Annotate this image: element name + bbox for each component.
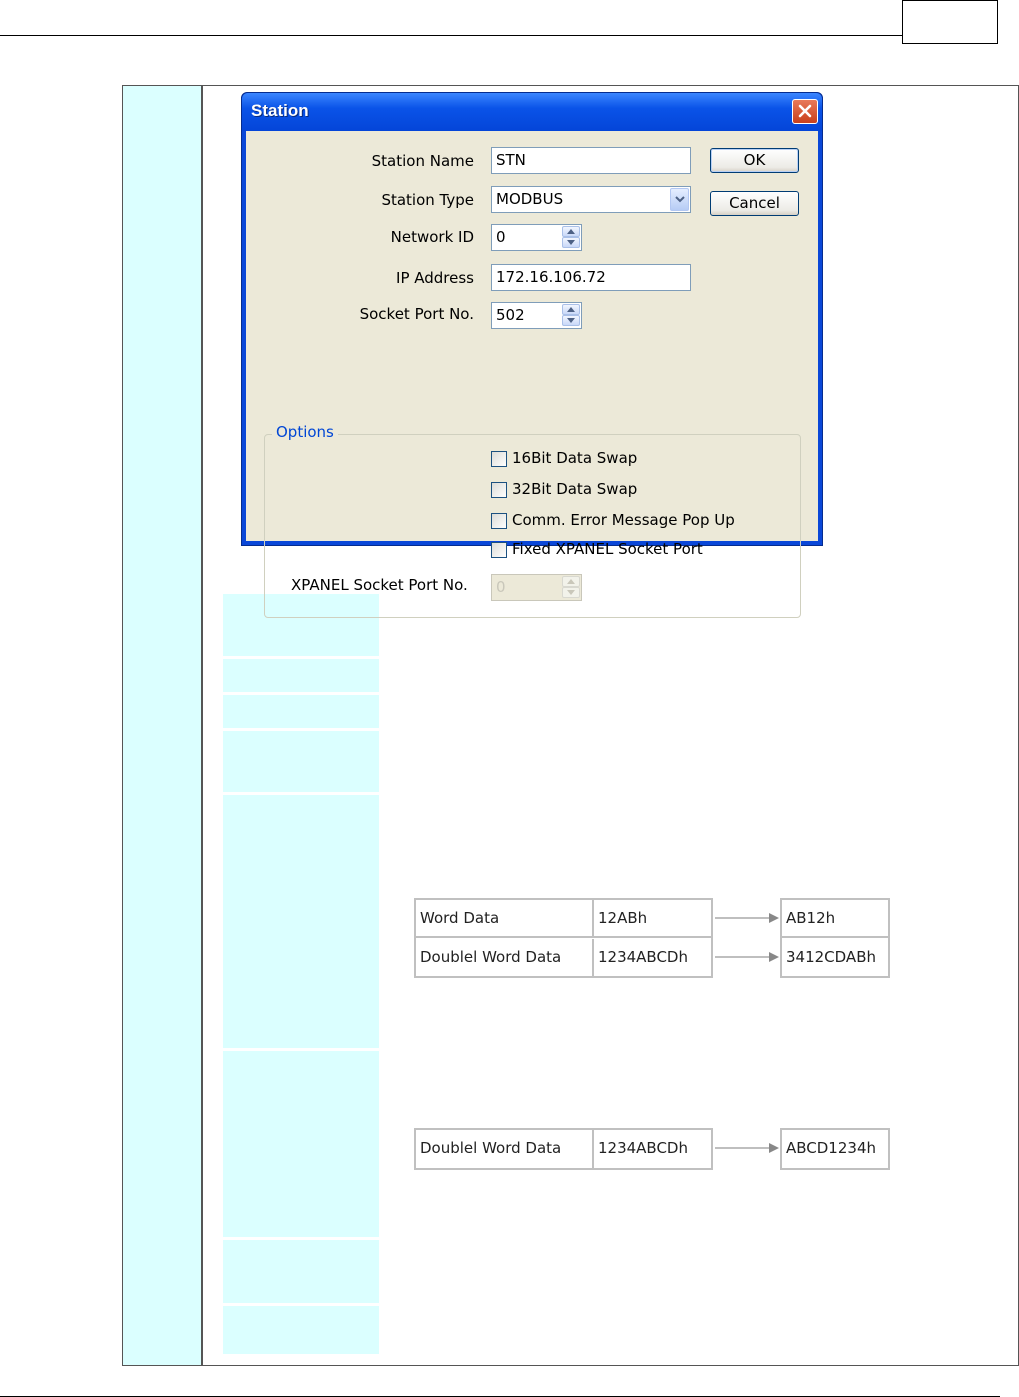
table-cell bbox=[223, 795, 379, 1048]
dialog-title-bar[interactable] bbox=[242, 93, 822, 131]
ok-button[interactable]: OK bbox=[710, 148, 799, 173]
options-group-label: Options bbox=[272, 423, 338, 441]
checkbox-32bit-swap[interactable] bbox=[491, 482, 507, 498]
spin-up-button[interactable] bbox=[562, 304, 580, 315]
xpanel-port-value: 0 bbox=[496, 578, 506, 596]
arrow-right-icon bbox=[713, 910, 781, 966]
socket-port-label: Socket Port No. bbox=[359, 305, 474, 323]
arrow-up-icon bbox=[567, 229, 575, 234]
table-cell bbox=[223, 1306, 379, 1354]
station-name-input[interactable]: STN bbox=[491, 147, 691, 174]
socket-port-value: 502 bbox=[496, 306, 525, 324]
network-id-stepper[interactable] bbox=[491, 224, 582, 251]
checkbox-16bit-swap-label[interactable]: 16Bit Data Swap bbox=[512, 449, 638, 467]
spin-up-button[interactable] bbox=[562, 226, 580, 237]
table-left-column bbox=[123, 86, 203, 1365]
ip-address-label: IP Address bbox=[396, 269, 474, 287]
station-name-label: Station Name bbox=[371, 152, 474, 170]
header-rule bbox=[0, 35, 902, 36]
ip-address-input[interactable]: 172.16.106.72 bbox=[491, 264, 691, 291]
station-type-select[interactable] bbox=[491, 186, 691, 213]
checkbox-16bit-swap[interactable] bbox=[491, 451, 507, 467]
dropdown-button[interactable] bbox=[670, 188, 689, 211]
dialog-title: Station bbox=[251, 101, 309, 120]
spin-down-button[interactable] bbox=[562, 237, 580, 248]
checkbox-fixed-xpanel-port-label[interactable]: Fixed XPANEL Socket Port bbox=[512, 540, 703, 558]
station-dialog bbox=[241, 92, 823, 596]
arrow-right-icon bbox=[713, 1140, 781, 1158]
arrow-down-icon bbox=[567, 318, 575, 323]
close-button[interactable] bbox=[792, 99, 818, 124]
arrow-up-icon bbox=[567, 307, 575, 312]
socket-port-stepper[interactable] bbox=[491, 302, 582, 329]
checkbox-comm-error-popup-label[interactable]: Comm. Error Message Pop Up bbox=[512, 511, 735, 529]
chevron-down-icon bbox=[675, 196, 685, 204]
table-cell-output: 3412CDABh bbox=[786, 948, 876, 966]
table-cell-input: 12ABh bbox=[598, 909, 648, 927]
table-cell-label: Doublel Word Data bbox=[416, 1130, 594, 1168]
table-cell-input: 1234ABCDh bbox=[598, 948, 688, 966]
arrow-down-icon bbox=[567, 240, 575, 245]
xpanel-port-stepper bbox=[491, 574, 582, 601]
swap16-output-table bbox=[780, 898, 890, 978]
network-id-value: 0 bbox=[496, 228, 506, 246]
table-cell-output: AB12h bbox=[786, 909, 836, 927]
checkbox-fixed-xpanel-port[interactable] bbox=[491, 542, 507, 558]
spin-down-button bbox=[562, 587, 580, 598]
table-cell bbox=[223, 1051, 379, 1237]
station-type-value: MODBUS bbox=[496, 190, 564, 208]
table-cell bbox=[223, 659, 379, 692]
spin-up-button bbox=[562, 576, 580, 587]
checkbox-32bit-swap-label[interactable]: 32Bit Data Swap bbox=[512, 480, 638, 498]
swap32-input-table bbox=[414, 1128, 713, 1170]
network-id-spin[interactable] bbox=[562, 226, 580, 249]
socket-port-spin[interactable] bbox=[562, 304, 580, 327]
table-cell-label: Word Data bbox=[416, 900, 594, 938]
table-cell-input: 1234ABCDh bbox=[598, 1139, 688, 1157]
table-row bbox=[782, 900, 888, 938]
dialog-body bbox=[246, 131, 818, 596]
table-cell-output: ABCD1234h bbox=[786, 1139, 876, 1157]
table-cell-label: Doublel Word Data bbox=[416, 939, 594, 977]
checkbox-comm-error-popup[interactable] bbox=[491, 513, 507, 529]
table-row bbox=[416, 939, 711, 977]
table-row bbox=[782, 939, 888, 977]
cancel-button[interactable]: Cancel bbox=[710, 191, 799, 216]
table-row bbox=[416, 1130, 711, 1168]
xpanel-port-label: XPANEL Socket Port No. bbox=[291, 576, 468, 594]
xpanel-port-spin bbox=[562, 576, 580, 599]
table-cell bbox=[223, 1240, 379, 1303]
page-number-box bbox=[902, 0, 998, 44]
table-cell bbox=[223, 695, 379, 728]
table-row bbox=[416, 900, 711, 938]
swap32-output-table bbox=[780, 1128, 890, 1170]
swap16-input-table bbox=[414, 898, 713, 978]
spin-down-button[interactable] bbox=[562, 315, 580, 326]
arrow-down-icon bbox=[567, 590, 575, 595]
table-row bbox=[782, 1130, 888, 1168]
network-id-label: Network ID bbox=[390, 228, 474, 246]
station-type-label: Station Type bbox=[381, 191, 474, 209]
table-cell bbox=[223, 731, 379, 792]
close-icon bbox=[798, 104, 812, 118]
arrow-up-icon bbox=[567, 579, 575, 584]
